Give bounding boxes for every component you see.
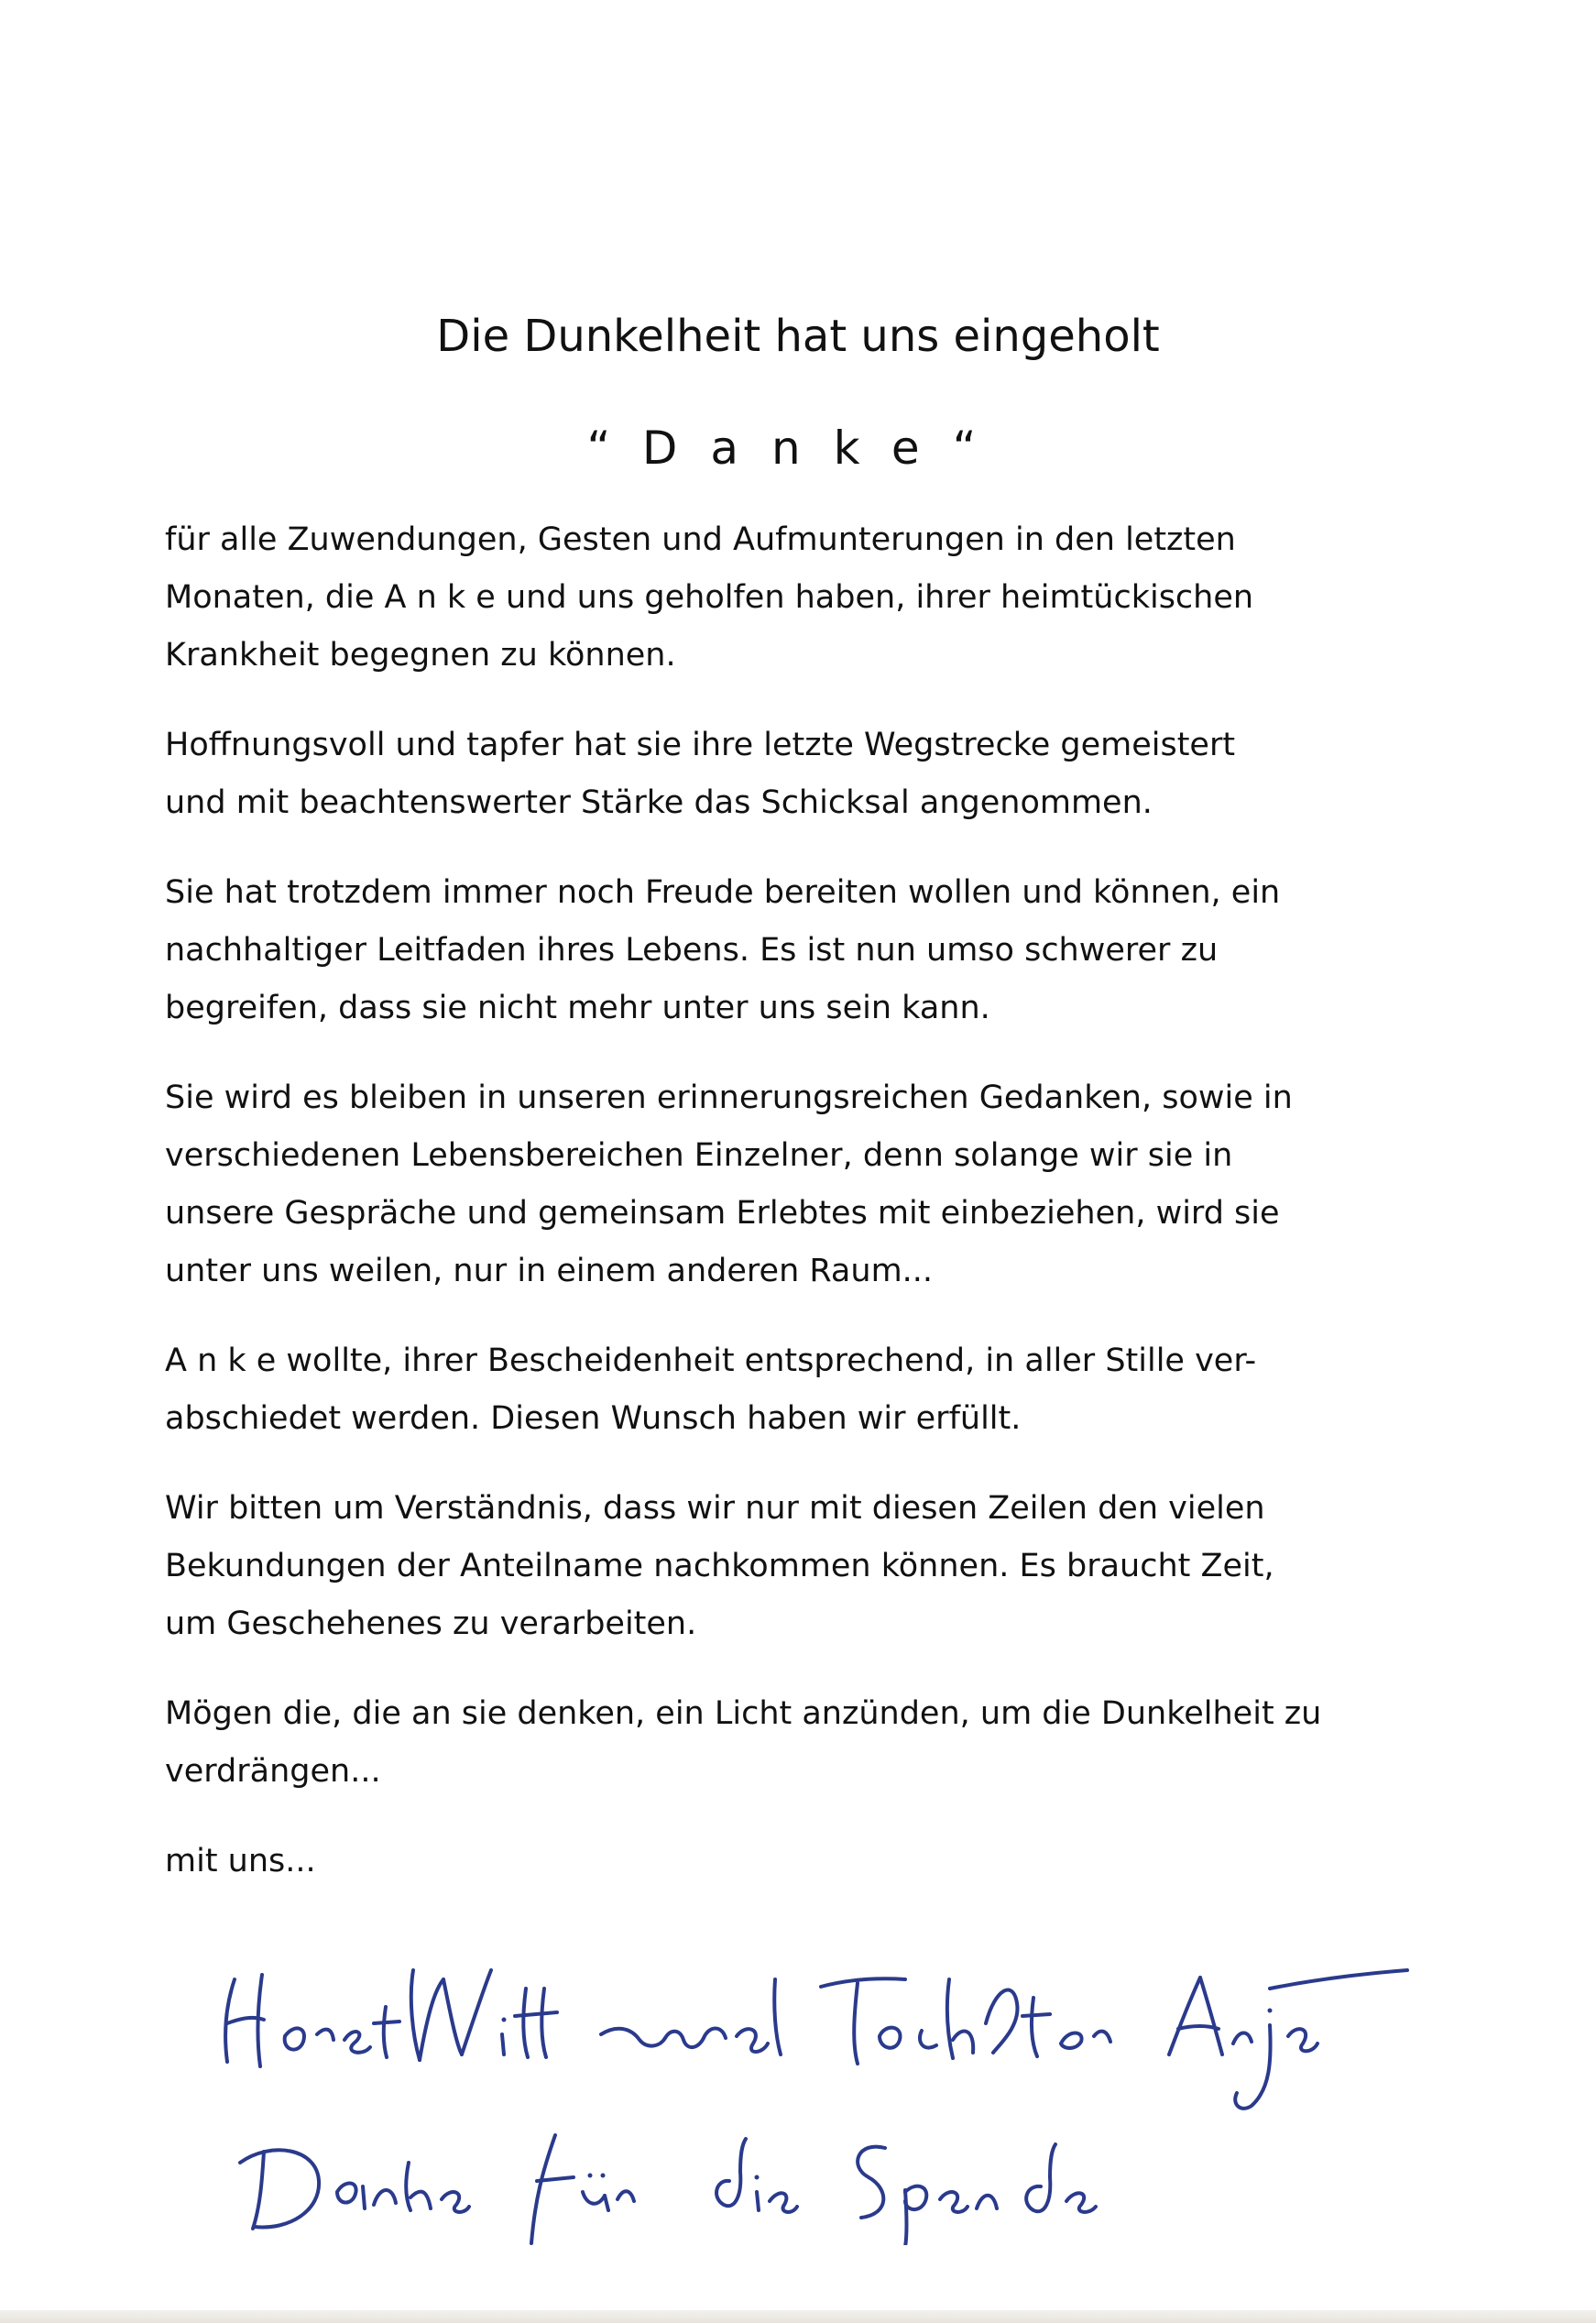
card-bottom-edge bbox=[0, 2310, 1596, 2323]
paragraph: Sie hat trotzdem immer noch Freude bereiten wollen und können, ein nachhaltiger Leitfaden ihres Lebens. Es ist nun umso schwerer zu begreifen, dass sie nicht mehr unter uns sein kann. bbox=[165, 874, 1281, 1026]
closing-line: mit uns... bbox=[165, 1843, 316, 1879]
letter-title: Die Dunkelheit hat uns eingeholt bbox=[436, 311, 1160, 362]
paragraph: Hoffnungsvoll und tapfer hat sie ihre letzte Wegstrecke gemeistert und mit beachtenswerter Stärke das Schicksal angenommen. bbox=[165, 727, 1236, 821]
paragraph: Wir bitten um Verständnis, dass wir nur mit diesen Zeilen den vielen Bekundungen der Anteilname nachkommen können. Es braucht Zeit, um Geschehenes zu verarbeiten. bbox=[165, 1490, 1274, 1642]
letter-body bbox=[165, 511, 1466, 1923]
handwritten-signature bbox=[216, 1952, 1426, 2245]
letter-subtitle: “Danke“ bbox=[586, 422, 1010, 475]
paragraph: für alle Zuwendungen, Gesten und Aufmunterungen in den letzten Monaten, die A n k e und uns geholfen haben, ihrer heimtückischen Krankheit begegnen zu können. bbox=[165, 521, 1254, 674]
paragraph: A n k e wollte, ihrer Bescheidenheit entsprechend, in aller Stille ver- abschiedet werden. Diesen Wunsch haben wir erfüllt. bbox=[165, 1342, 1257, 1437]
paragraph: Sie wird es bleiben in unseren erinnerungsreichen Gedanken, sowie in verschiedenen Lebensbereichen Einzelner, denn solange wir sie in unsere Gespräche und gemeinsam Erlebtes mit einbeziehen, wird sie unter uns weilen, nur in einem anderen Raum... bbox=[165, 1079, 1293, 1289]
paragraph: Mögen die, die an sie denken, ein Licht anzünden, um die Dunkelheit zu verdrängen... bbox=[165, 1695, 1322, 1790]
